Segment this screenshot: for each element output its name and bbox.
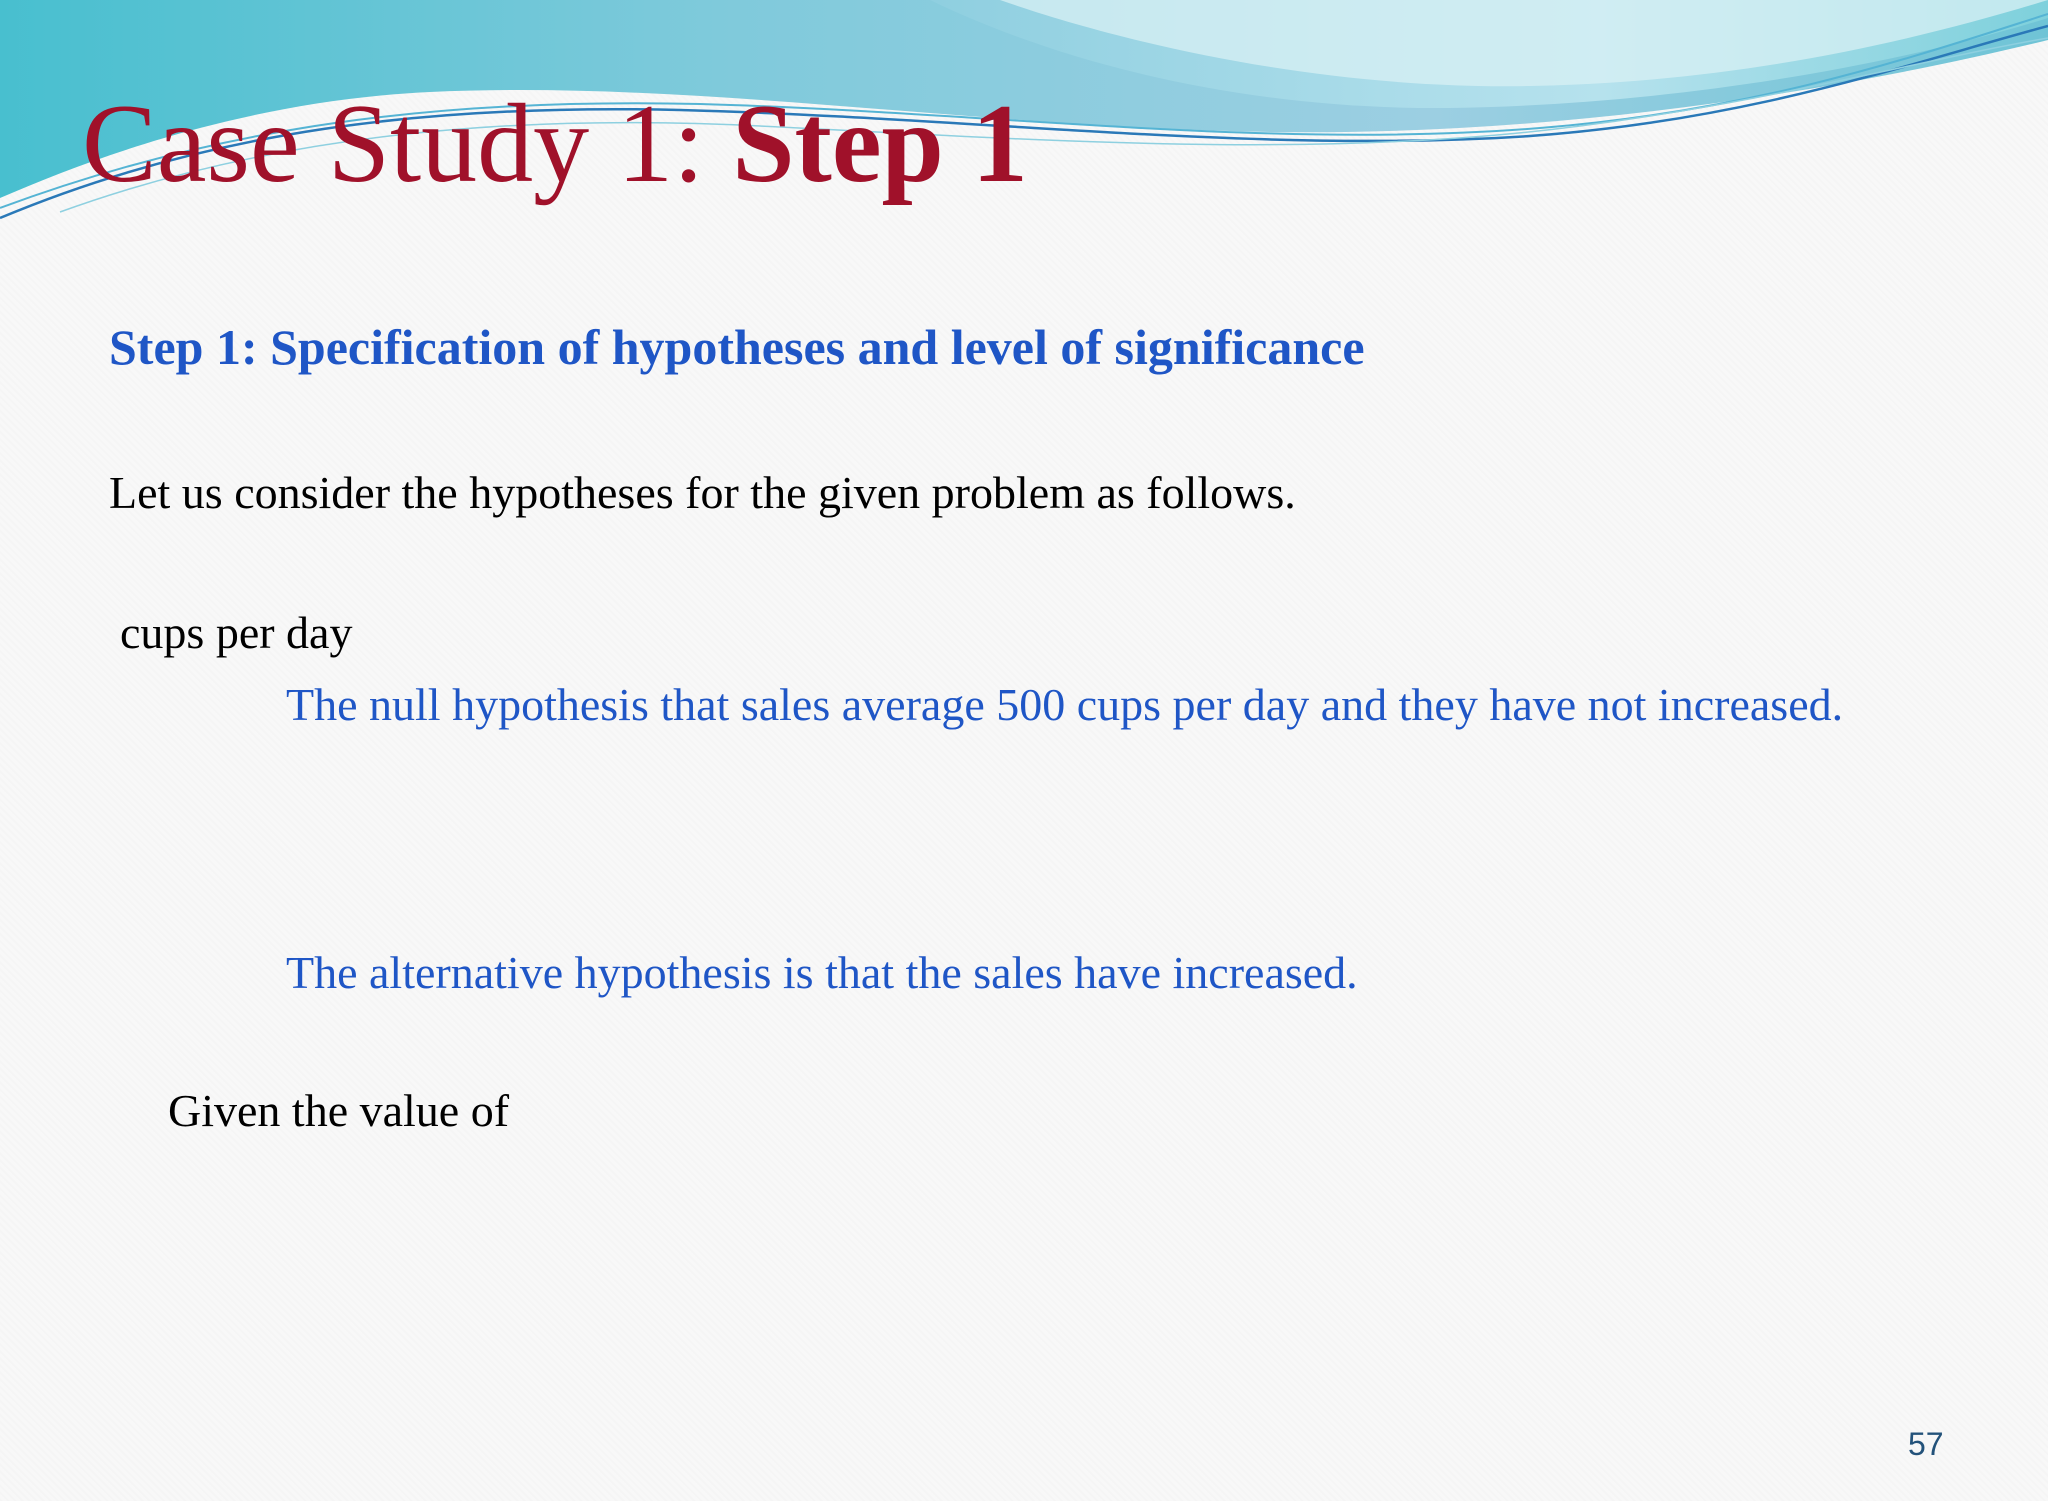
null-hypothesis-text: The null hypothesis that sales average 500 cups per day and they have not increased.: [286, 679, 1844, 730]
slide-title: [82, 82, 1028, 206]
given-value-text: Given the value of: [168, 1085, 510, 1136]
alternative-hypothesis-text: The alternative hypothesis is that the sales have increased.: [286, 947, 1358, 998]
cups-per-day-text: cups per day: [120, 607, 353, 658]
slide-title-regular: Case Study 1:: [82, 82, 733, 206]
page-number: 57: [1908, 1426, 1944, 1462]
intro-text: Let us consider the hypotheses for the given problem as follows.: [109, 467, 1296, 518]
slide-title-bold: Step 1: [732, 82, 1028, 206]
step-heading: Step 1: Specification of hypotheses and level of significance: [109, 319, 1365, 375]
